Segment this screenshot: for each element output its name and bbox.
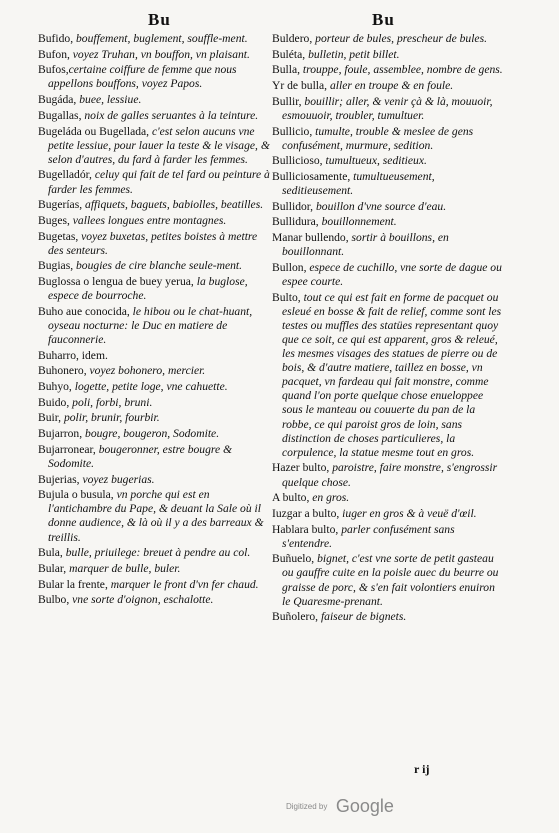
entry-headword: Bugetas, [38, 229, 79, 243]
entry-definition: celuy qui fait de tel fard ou peinture à farder les femmes. [48, 168, 270, 196]
entry-headword: Bugallas, [38, 108, 82, 122]
dictionary-entry [38, 473, 270, 487]
dictionary-entry [272, 215, 504, 229]
dictionary-entry [38, 32, 270, 46]
dictionary-entry [38, 109, 270, 123]
entry-headword: Buho aue conocida, [38, 304, 130, 318]
entry-headword: Bulto, [272, 290, 301, 304]
dictionary-entry [38, 593, 270, 607]
entry-definition: certaine coiffure de femme que nous appellons bouffons, voyez Papos. [48, 63, 237, 91]
dictionary-entry [38, 546, 270, 560]
dictionary-entry [38, 125, 270, 167]
dictionary-entry [272, 610, 504, 624]
entry-definition: tout ce qui est fait en forme de pacquet ou esleué en bosse & fait de relief, comme sont les testes ou muffles des statües representant quoy que ce soit, ce qui est apparent, gros & releué, les mesmes visages des statues de pierre ou de bois, & d'autre matiere, taillez en bosse, vn pacquet, vn fardeau qui fait monstre, comme quand l'on porte quelque chose enueloppee sous le manteau ou couuerte du pan de la robbe, ce qui paroist gros de loin, sans distinction de choses particulieres, la corpulence, la statue mesme tout en gros. [282, 290, 502, 459]
dictionary-entry [272, 63, 504, 77]
dictionary-entry [272, 154, 504, 168]
entry-definition: voyez Truhan, vn bouffon, vn plaisant. [69, 47, 250, 61]
entry-definition: parler confusément sans s'entendre. [282, 522, 455, 550]
entry-headword: Bullir, [272, 94, 302, 108]
entry-headword: Hablara bulto, [272, 522, 339, 536]
entry-headword: Buhyo, [38, 380, 72, 394]
entry-headword: Bujula o busula, [38, 488, 114, 502]
dictionary-entry [38, 578, 270, 592]
entry-definition: marquer le front d'vn fer chaud. [107, 577, 259, 591]
entry-headword: Yr de bulla, [272, 79, 328, 93]
entry-headword: Bufido, [38, 32, 74, 45]
dictionary-entry [38, 168, 270, 196]
dictionary-entry [38, 305, 270, 347]
entry-definition: bougre, bougeron, Sodomite. [82, 427, 220, 441]
entry-definition: paroistre, faire monstre, s'engrossir quelque chose. [282, 461, 498, 489]
entry-headword: A bulto, [272, 491, 310, 505]
entry-definition: logette, petite loge, vne cahuette. [71, 380, 228, 394]
entry-headword: Bufos, [38, 63, 69, 77]
entry-definition: voyez buxetas, petites boistes à mettre des senteurs. [48, 229, 258, 257]
entry-definition: marquer de bulle, buler. [66, 561, 181, 575]
entry-definition: noix de galles seruantes à la teinture. [81, 108, 259, 122]
entry-definition: porteur de bules, prescheur de bules. [312, 32, 487, 45]
dictionary-entry [38, 364, 270, 378]
entry-headword: Bulbo, [38, 593, 70, 607]
entry-headword: Bufon, [38, 47, 70, 61]
entry-definition: espece de cuchillo, vne sorte de dague ou espee courte. [282, 260, 502, 289]
entry-headword: Bullicio, [272, 124, 313, 138]
entry-definition: en gros. [309, 491, 350, 505]
entry-headword: Bugerías, [38, 198, 83, 212]
entry-headword: Bular la frente, [38, 577, 108, 591]
dictionary-entry [38, 443, 270, 471]
entry-headword: Bula, [38, 546, 63, 560]
entry-headword: Buhonero, [38, 364, 87, 378]
entry-headword: Bujerias, [38, 472, 80, 486]
dictionary-entry [38, 93, 270, 107]
dictionary-entry [38, 63, 270, 91]
dictionary-entry [272, 170, 504, 198]
entry-definition: vne sorte d'oignon, eschalotte. [69, 593, 214, 607]
entry-headword: Iuzgar a bulto, [272, 506, 340, 520]
entry-definition: bouillir; aller, & venir çà & là, mouuoir, esmouuoir, troubler, tumultuer. [282, 94, 493, 122]
entry-headword: Buñuelo, [272, 552, 315, 566]
entry-headword: Hazer bulto, [272, 461, 330, 475]
entry-headword: Bugias, [38, 259, 74, 273]
running-head-left: Bu [148, 10, 171, 29]
entry-definition: faiseur de bignets. [318, 610, 407, 624]
entry-headword: Bullon, [272, 260, 307, 274]
entry-headword: Buharro, idem. [38, 348, 108, 362]
entry-headword: Bugáda, [38, 93, 77, 107]
entry-definition: bougeronner, estre bougre & Sodomite. [48, 442, 233, 470]
entry-headword: Bugeláda ou Bugellada, [38, 124, 150, 138]
entry-headword: Bullidura, [272, 215, 319, 229]
entry-definition: bulle, priuilege: breuet à pendre au col. [62, 546, 251, 560]
entry-definition: voyez bugerias. [79, 472, 155, 486]
entry-headword: Buléta, [272, 47, 306, 61]
signature-mark: r ij [414, 762, 430, 776]
dictionary-entry [38, 275, 270, 303]
dictionary-entry [38, 198, 270, 212]
entry-headword: Bullidor, [272, 199, 314, 213]
dictionary-entry [38, 259, 270, 273]
watermark-brand: Google [335, 796, 394, 816]
watermark-prefix: Digitized by [286, 802, 328, 811]
dictionary-entry [272, 507, 504, 521]
dictionary-entry [272, 523, 504, 551]
dictionary-entry [38, 411, 270, 425]
dictionary-entry [272, 261, 504, 289]
entry-definition: vn porche qui est en l'antichambre du Pape, & deuant la Sale où il donne audience, & là où il y a des barreaux & treillis. [48, 488, 264, 544]
entry-headword: Bular, [38, 561, 67, 575]
running-head-right: Bu [372, 10, 395, 29]
dictionary-entry [38, 349, 270, 363]
entry-headword: Buido, [38, 395, 70, 409]
dictionary-entry [272, 95, 504, 123]
entry-headword: Manar bullendo, [272, 231, 349, 245]
entry-definition: tumultueusement, seditieusement. [282, 170, 435, 198]
dictionary-entry [272, 291, 504, 460]
entry-headword: Bullicioso, [272, 154, 323, 168]
entry-definition: affiquets, baguets, babiolles, beatilles. [82, 198, 264, 212]
dictionary-entry [272, 491, 504, 505]
entry-definition: trouppe, foule, assemblee, nombre de gens. [300, 63, 503, 77]
entry-definition: aller en troupe & en foule. [327, 79, 454, 93]
entry-definition: c'est selon aucuns vne petite lessiue, pour lauer la teste & le visage, & selon d'autres, du fard à farder les femmes. [48, 124, 270, 166]
entry-definition: bouffement, buglement, souffle-ment. [73, 32, 248, 45]
entry-definition: bouillon d'vne source d'eau. [313, 199, 447, 213]
dictionary-entry [38, 230, 270, 258]
left-column [38, 32, 270, 609]
entry-definition: polir, brunir, fourbir. [61, 411, 160, 425]
dictionary-entry [38, 380, 270, 394]
entry-definition: le hibou ou le chat-huant, oyseau nocturne: le Duc en matiere de fauconnerie. [48, 304, 253, 346]
dictionary-entry [38, 488, 270, 544]
dictionary-entry [272, 125, 504, 153]
dictionary-entry [38, 48, 270, 62]
entry-definition: la buglose, espece de bourroche. [48, 275, 248, 303]
dictionary-entry [272, 231, 504, 259]
entry-definition: tumultueux, seditieux. [322, 154, 427, 168]
dictionary-entry [272, 48, 504, 62]
entry-headword: Buir, [38, 411, 62, 425]
entry-headword: Bujarronear, [38, 442, 96, 456]
entry-definition: buee, lessiue. [76, 93, 142, 107]
entry-definition: iuger en gros & à veuë d'œil. [339, 506, 477, 520]
entry-headword: Buglossa o lengua de buey yerua, [38, 275, 194, 289]
entry-definition: bulletin, petit billet. [305, 47, 400, 61]
digitized-watermark [286, 796, 394, 817]
entry-definition: sortir à bouillons, en bouillonnant. [282, 231, 449, 259]
dictionary-entry [272, 200, 504, 214]
dictionary-entry [272, 552, 504, 608]
entry-headword: Buldero, [272, 32, 313, 45]
entry-headword: Buñolero, [272, 610, 319, 624]
entry-headword: Bulla, [272, 63, 301, 77]
entry-definition: bouillonnement. [318, 215, 397, 229]
dictionary-entry [272, 79, 504, 93]
right-column [272, 32, 504, 626]
entry-definition: vallees longues entre montagnes. [69, 213, 227, 227]
dictionary-entry [38, 427, 270, 441]
entry-headword: Bulliciosamente, [272, 170, 351, 183]
entry-definition: poli, forbi, bruni. [69, 395, 153, 409]
dictionary-entry [38, 396, 270, 410]
dictionary-entry [272, 32, 504, 46]
dictionary-entry [38, 562, 270, 576]
entry-headword: Bugelladór, [38, 168, 92, 182]
entry-definition: tumulte, trouble & meslee de gens confusément, murmure, sedition. [282, 124, 474, 152]
entry-definition: bignet, c'est vne sorte de petit gasteau ou gauffre cuite en la poisle auec du beurre ou graisse de porc, & s'en fait volontiers enuiron le Quaresme-prenant. [282, 552, 499, 608]
entry-definition: bougies de cire blanche seule-ment. [73, 259, 243, 273]
dictionary-entry [38, 214, 270, 228]
entry-definition: voyez bohonero, mercier. [86, 364, 206, 378]
dictionary-entry [272, 461, 504, 489]
entry-headword: Buges, [38, 213, 70, 227]
entry-headword: Bujarron, [38, 427, 83, 441]
